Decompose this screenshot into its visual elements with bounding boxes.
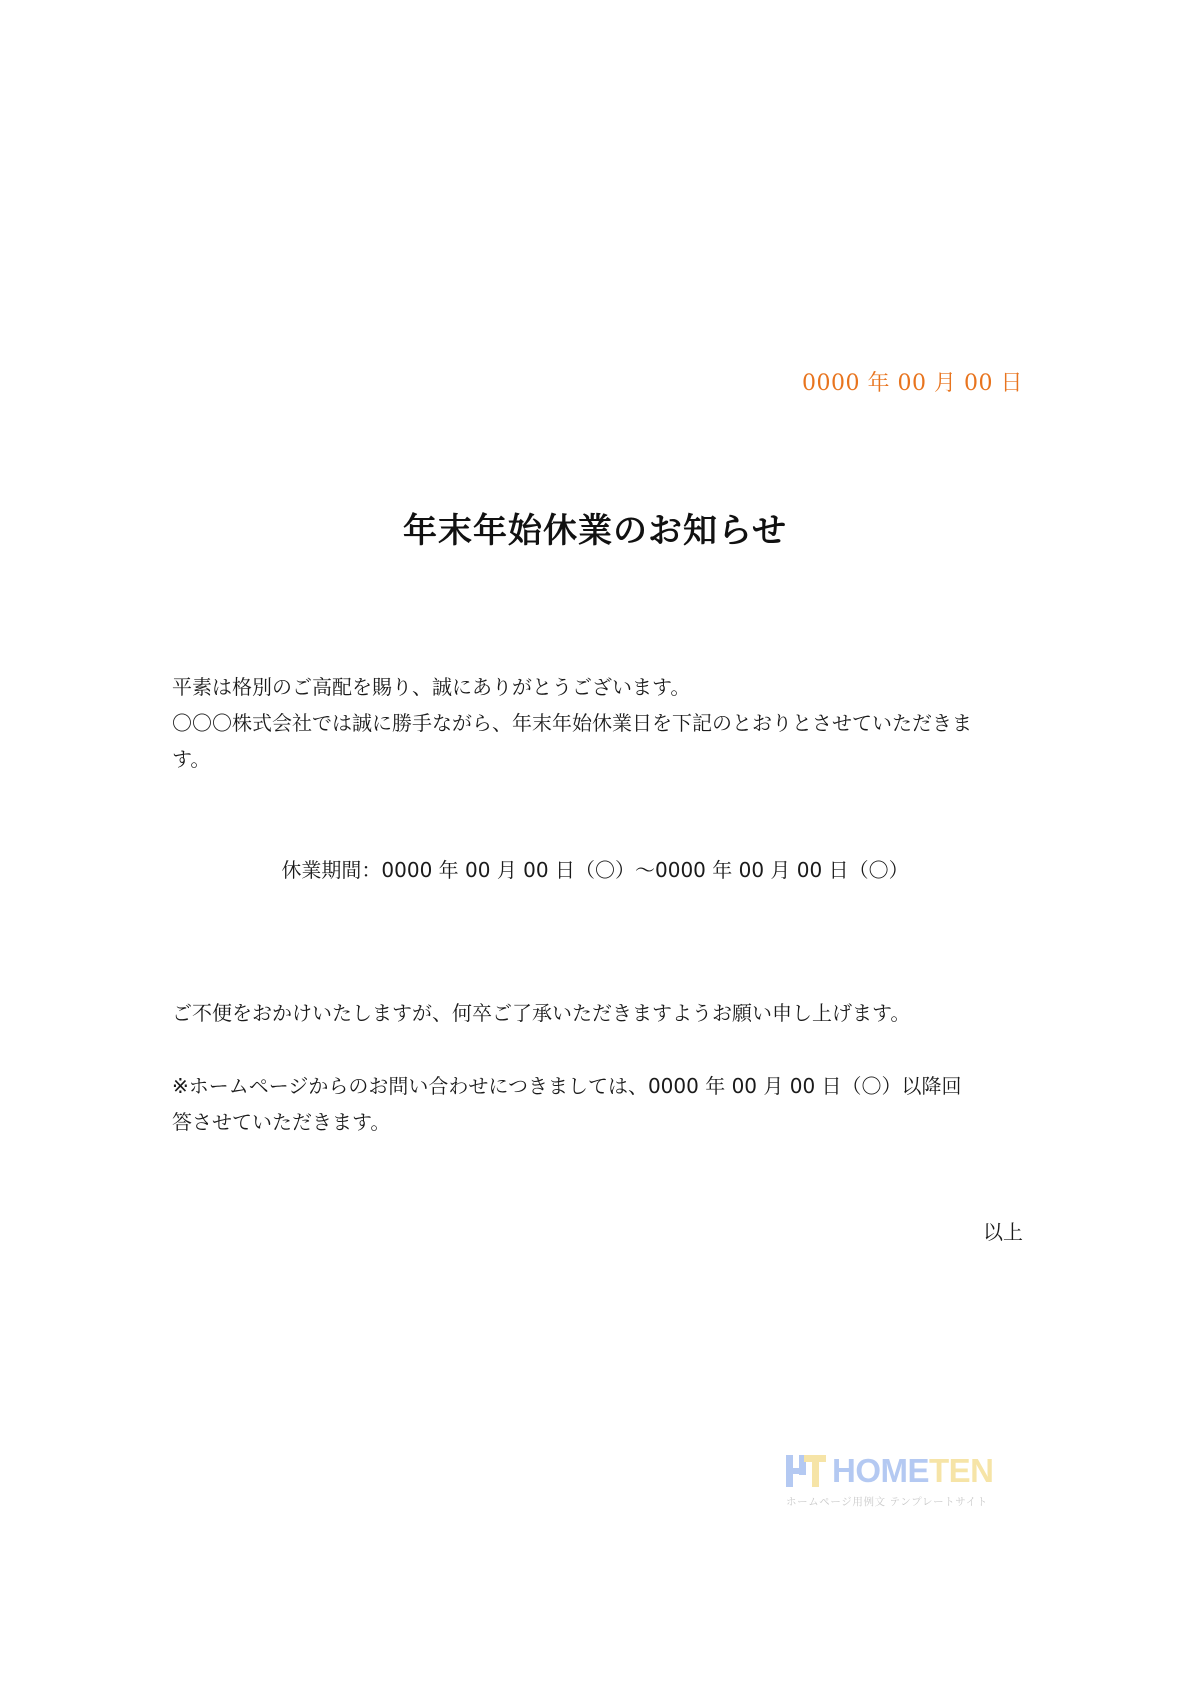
hometen-logo-wordmark [832, 1453, 994, 1489]
note-line: 答させていただきます。 [172, 1110, 391, 1134]
logo-word-home: HOME [832, 1452, 929, 1489]
hometen-logo-mark-icon [786, 1453, 826, 1489]
closure-period: 休業期間：0000 年 00 月 00 日（〇）～0000 年 00 月 00 日（〇） [281, 858, 909, 882]
logo-word-ten: TEN [929, 1452, 994, 1489]
intro-line: 平素は格別のご高配を賜り、誠にありがとうございます。 [172, 675, 691, 699]
inquiry-note [172, 1068, 1022, 1140]
intro-paragraph [172, 669, 1022, 777]
intro-line: 〇〇〇株式会社では誠に勝手ながら、年末年始休業日を下記のとおりとさせていただきま [172, 711, 972, 735]
hometen-logo [786, 1452, 1016, 1512]
document-date: 0000 年 00 月 00 日 [802, 371, 1023, 396]
closing-mark: 以上 [983, 1220, 1023, 1244]
apology-paragraph [172, 995, 1022, 1031]
apology-line: ご不便をおかけいたしますが、何卒ご了承いただきますようお願い申し上げます。 [172, 1001, 911, 1025]
intro-line: す。 [172, 747, 211, 771]
document-title: 年末年始休業のお知らせ [403, 511, 787, 551]
hometen-logo-subtitle: ホームページ用例文 テンプレートサイト [786, 1496, 988, 1508]
note-line: ※ホームページからのお問い合わせにつきましては、0000 年 00 月 00 日（〇）以降回 [172, 1074, 962, 1098]
